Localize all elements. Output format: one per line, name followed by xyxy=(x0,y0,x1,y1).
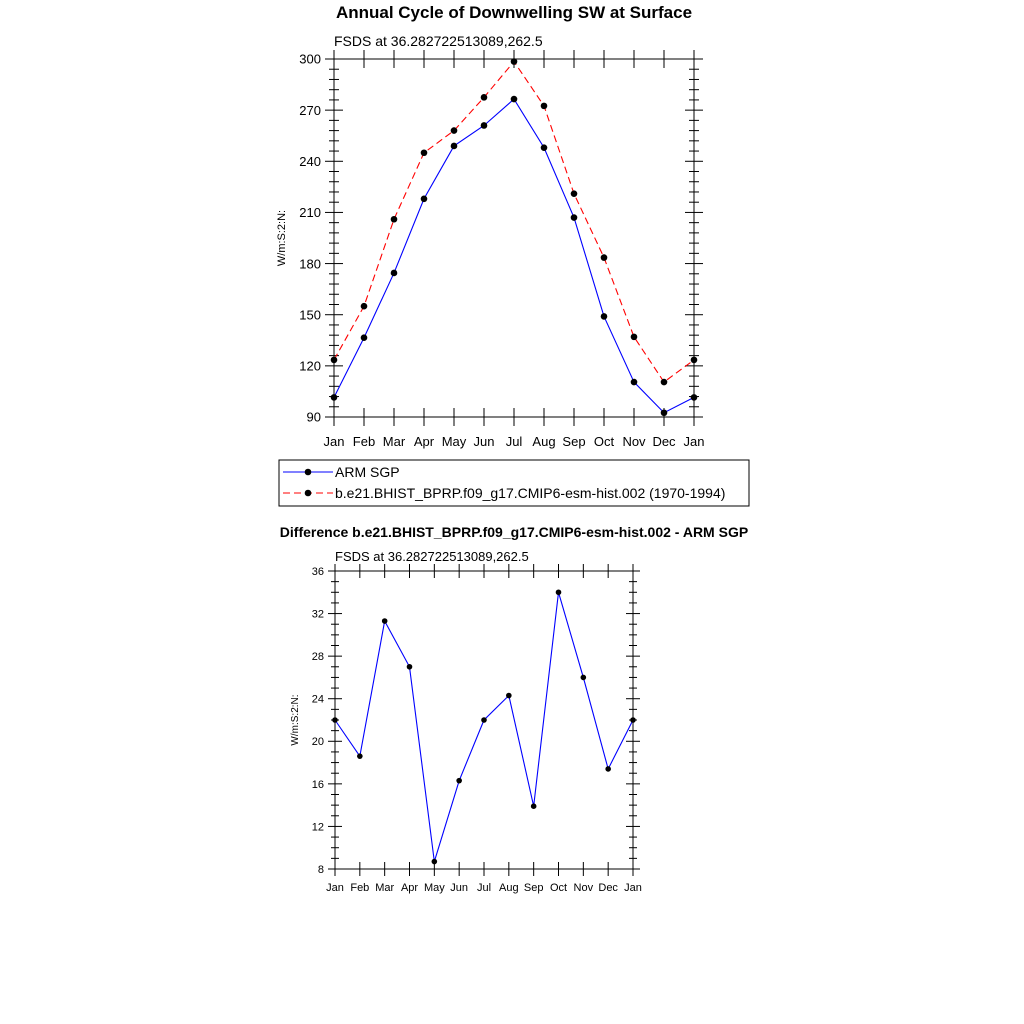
data-point xyxy=(511,58,518,65)
data-point xyxy=(691,394,698,401)
y-tick-label: 240 xyxy=(299,153,321,169)
y-tick-label: 32 xyxy=(311,608,324,621)
x-tick-label: Oct xyxy=(593,434,615,449)
data-point xyxy=(407,664,413,670)
data-point xyxy=(601,313,608,320)
x-tick-label: Dec xyxy=(598,882,618,894)
x-tick-label: Jan xyxy=(323,434,345,449)
data-point xyxy=(511,96,518,103)
y-tick-label: 8 xyxy=(317,863,324,876)
chart-subtitle: FSDS at 36.282722513089,262.5 xyxy=(334,33,543,49)
x-tick-label: Aug xyxy=(499,882,519,894)
data-point xyxy=(601,254,608,261)
data-point xyxy=(571,214,578,221)
data-point xyxy=(541,144,548,151)
x-tick-label: Jan xyxy=(326,882,344,894)
x-tick-label: Jan xyxy=(624,882,642,894)
y-tick-label: 28 xyxy=(311,651,324,664)
chart-title: Annual Cycle of Downwelling SW at Surface xyxy=(335,3,693,22)
data-point xyxy=(556,589,562,595)
data-point xyxy=(661,409,668,416)
chart-1 xyxy=(276,3,749,506)
data-point xyxy=(630,717,636,723)
x-tick-label: Nov xyxy=(573,882,594,894)
y-tick-label: 36 xyxy=(311,565,324,578)
y-tick-label: 12 xyxy=(311,821,324,834)
data-point xyxy=(571,190,578,197)
data-point xyxy=(331,394,338,401)
data-point xyxy=(481,122,488,129)
data-point xyxy=(421,195,428,202)
series-line xyxy=(334,99,694,413)
y-tick-label: 210 xyxy=(299,205,321,221)
data-point xyxy=(331,357,338,364)
y-tick-label: 150 xyxy=(299,307,321,323)
data-point xyxy=(581,675,587,681)
chart-subtitle: FSDS at 36.282722513089,262.5 xyxy=(335,549,529,564)
series-line xyxy=(335,592,633,861)
x-tick-label: Apr xyxy=(413,434,435,449)
data-point xyxy=(451,127,458,134)
y-tick-label: 90 xyxy=(306,409,321,425)
chart-2 xyxy=(280,524,748,894)
legend-label: b.e21.BHIST_BPRP.f09_g17.CMIP6-esm-hist.002 (1970-1994) xyxy=(335,485,726,501)
y-tick-label: 16 xyxy=(311,778,324,791)
data-point xyxy=(481,717,487,723)
y-tick-label: 20 xyxy=(311,736,324,749)
x-tick-label: Apr xyxy=(400,882,419,894)
series-1 xyxy=(331,96,698,416)
legend xyxy=(279,460,749,506)
x-tick-label: Jul xyxy=(505,434,523,449)
y-tick-label: 120 xyxy=(299,358,321,374)
x-tick-label: Mar xyxy=(375,882,395,894)
x-tick-label: Jul xyxy=(476,882,492,894)
data-point xyxy=(421,149,428,156)
x-tick-label: Jan xyxy=(683,434,705,449)
x-tick-label: Feb xyxy=(352,434,376,449)
x-tick-label: Feb xyxy=(350,882,370,894)
x-tick-label: Aug xyxy=(532,434,556,449)
x-tick-label: Dec xyxy=(652,434,676,449)
data-point xyxy=(631,334,638,341)
series-2 xyxy=(331,58,698,385)
chart-title: Difference b.e21.BHIST_BPRP.f09_g17.CMIP6-esm-hist.002 - ARM SGP xyxy=(279,524,749,540)
data-point xyxy=(691,357,698,364)
x-tick-label: Oct xyxy=(549,882,568,894)
series-line xyxy=(334,62,694,382)
y-tick-label: 24 xyxy=(311,693,324,706)
data-point xyxy=(661,379,668,386)
data-point xyxy=(631,379,638,386)
data-point xyxy=(357,753,363,759)
x-tick-label: Jun xyxy=(473,434,495,449)
x-tick-label: Jun xyxy=(450,882,469,894)
data-point xyxy=(361,334,368,341)
x-tick-label: Mar xyxy=(382,434,406,449)
legend-label: ARM SGP xyxy=(335,464,400,480)
y-tick-label: 270 xyxy=(299,102,321,118)
x-tick-label: Sep xyxy=(523,882,544,894)
data-point xyxy=(531,803,537,809)
legend-marker xyxy=(305,469,312,476)
y-tick-label: 180 xyxy=(299,256,321,272)
data-point xyxy=(456,778,462,784)
data-point xyxy=(332,717,338,723)
data-point xyxy=(506,693,512,699)
data-point xyxy=(451,143,458,150)
data-point xyxy=(361,303,368,310)
x-tick-label: May xyxy=(423,882,445,894)
data-point xyxy=(432,859,438,865)
data-point xyxy=(391,270,398,277)
data-point xyxy=(541,103,548,110)
x-tick-label: May xyxy=(441,434,467,449)
y-axis-label: W/m:S:2:N: xyxy=(276,209,288,267)
y-tick-label: 300 xyxy=(299,51,321,67)
x-tick-label: Sep xyxy=(562,434,586,449)
x-tick-label: Nov xyxy=(622,434,646,449)
data-point xyxy=(382,618,388,624)
data-point xyxy=(605,766,611,772)
y-axis-label: W/m:S:2:N: xyxy=(290,694,301,746)
data-point xyxy=(391,216,398,223)
data-point xyxy=(481,94,488,101)
series-1 xyxy=(332,589,636,864)
legend-marker xyxy=(305,490,312,497)
